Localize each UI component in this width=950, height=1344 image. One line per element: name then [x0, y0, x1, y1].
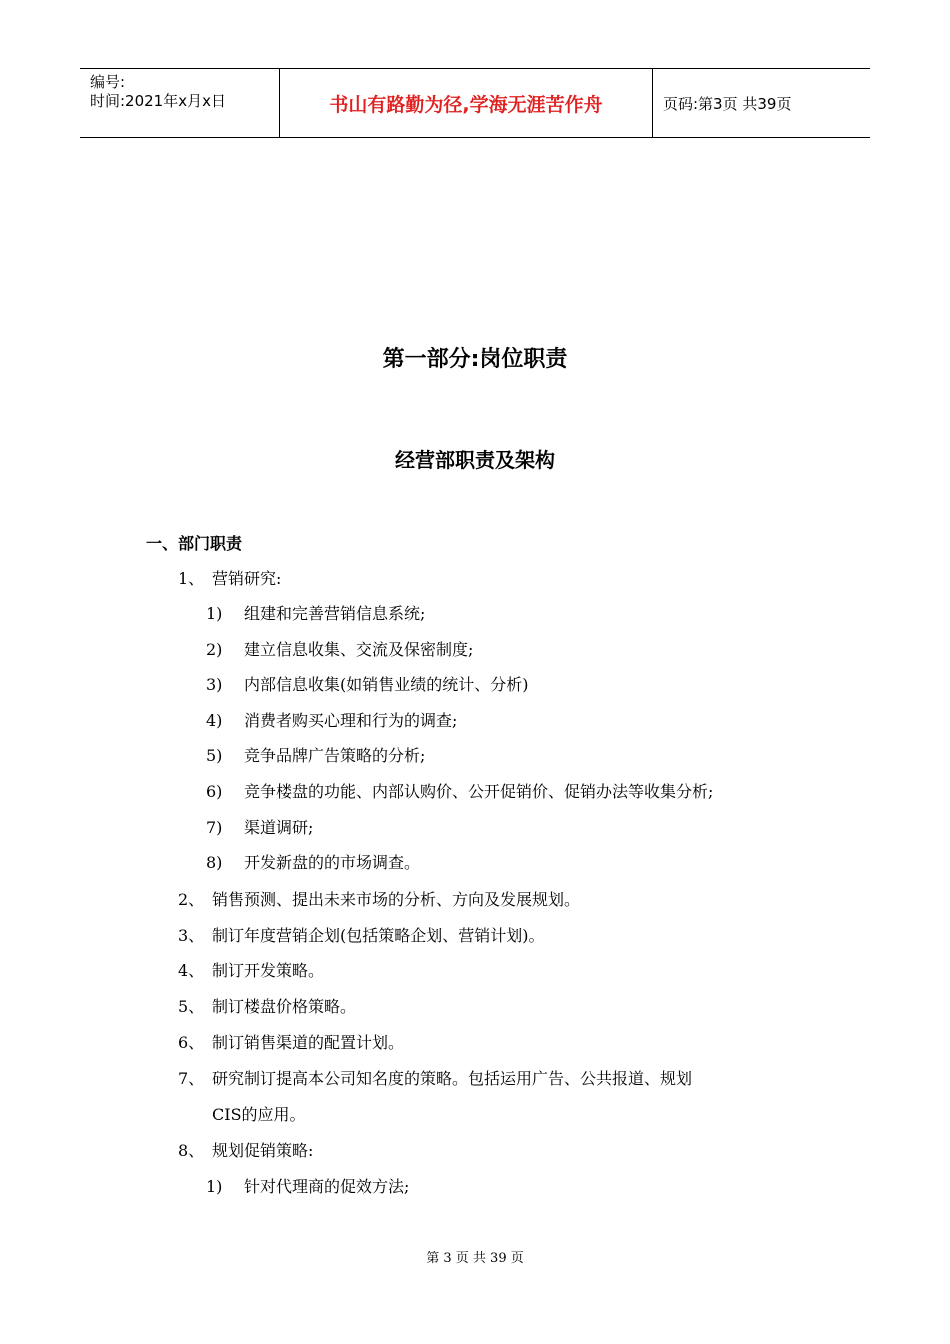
item-text: 销售预测、提出未来市场的分析、方向及发展规划。 [212, 890, 581, 909]
list-item [206, 781, 713, 803]
item-number: 2、 [178, 890, 205, 909]
item-text: 规划促销策略: [212, 1141, 314, 1160]
page-title: 第一部分:岗位职责 [382, 347, 568, 372]
list-item [206, 710, 457, 732]
item-number: 8、 [178, 1141, 205, 1160]
item-number: 3) [206, 675, 223, 694]
item-text: 建立信息收集、交流及保密制度; [244, 640, 474, 659]
item-text: 组建和完善营销信息系统; [244, 604, 426, 623]
list-item [178, 889, 580, 911]
item-number: 4、 [178, 961, 205, 980]
item-text: 针对代理商的促效方法; [244, 1177, 410, 1196]
item-text: 消费者购买心理和行为的调查; [244, 711, 458, 730]
header-table [80, 68, 870, 138]
list-item [178, 1104, 306, 1126]
item-text: 制订销售渠道的配置计划。 [212, 1033, 405, 1052]
item-number: 5) [206, 746, 223, 765]
list-item [206, 639, 473, 661]
list-item [178, 925, 545, 947]
item-text: 内部信息收集(如销售业绩的统计、分析) [244, 675, 529, 694]
list-item [206, 852, 420, 874]
item-text: 制订开发策略。 [212, 961, 325, 980]
item-number: 1) [206, 1177, 223, 1196]
list-item [178, 1140, 313, 1162]
section-heading: 一、部门职责 [146, 534, 243, 553]
list-item [206, 674, 529, 696]
item-text: 营销研究: [212, 569, 282, 588]
list-item [206, 745, 425, 767]
item-text: 研究制订提高本公司知名度的策略。包括运用广告、公共报道、规划 [212, 1069, 693, 1088]
header-page-info: 页码:第3页 共39页 [663, 94, 792, 113]
header-meta [80, 69, 280, 137]
item-number: 5、 [178, 997, 205, 1016]
list-item [206, 1176, 409, 1198]
list-item [206, 603, 425, 625]
item-number: 4) [206, 711, 223, 730]
item-number: 7、 [178, 1069, 205, 1088]
item-text: CIS的应用。 [212, 1105, 306, 1124]
page-footer: 第 3 页 共 39 页 [426, 1251, 524, 1266]
item-text: 开发新盘的的市场调查。 [244, 853, 421, 872]
page-subtitle: 经营部职责及架构 [395, 448, 555, 472]
list-item [178, 1068, 692, 1090]
list-item [178, 1032, 404, 1054]
item-text: 竞争品牌广告策略的分析; [244, 746, 426, 765]
list-item [178, 960, 324, 982]
item-number: 6、 [178, 1033, 205, 1052]
item-number: 3、 [178, 926, 205, 945]
item-number: 7) [206, 818, 223, 837]
time-label: 时间:2021年x月x日 [90, 92, 226, 110]
list-item [178, 996, 356, 1018]
list-item [178, 568, 281, 590]
item-number: 1、 [178, 569, 205, 588]
item-text: 制订楼盘价格策略。 [212, 997, 357, 1016]
list-item [206, 817, 313, 839]
item-text: 制订年度营销企划(包括策略企划、营销计划)。 [212, 926, 545, 945]
item-number: 1) [206, 604, 223, 623]
item-text: 竞争楼盘的功能、内部认购价、公开促销价、促销办法等收集分析; [244, 782, 714, 801]
number-label: 编号: [90, 73, 126, 91]
item-number: 2) [206, 640, 223, 659]
item-text: 渠道调研; [244, 818, 314, 837]
header-motto: 书山有路勤为径,学海无涯苦作舟 [280, 69, 653, 137]
item-number: 8) [206, 853, 223, 872]
item-number: 6) [206, 782, 223, 801]
